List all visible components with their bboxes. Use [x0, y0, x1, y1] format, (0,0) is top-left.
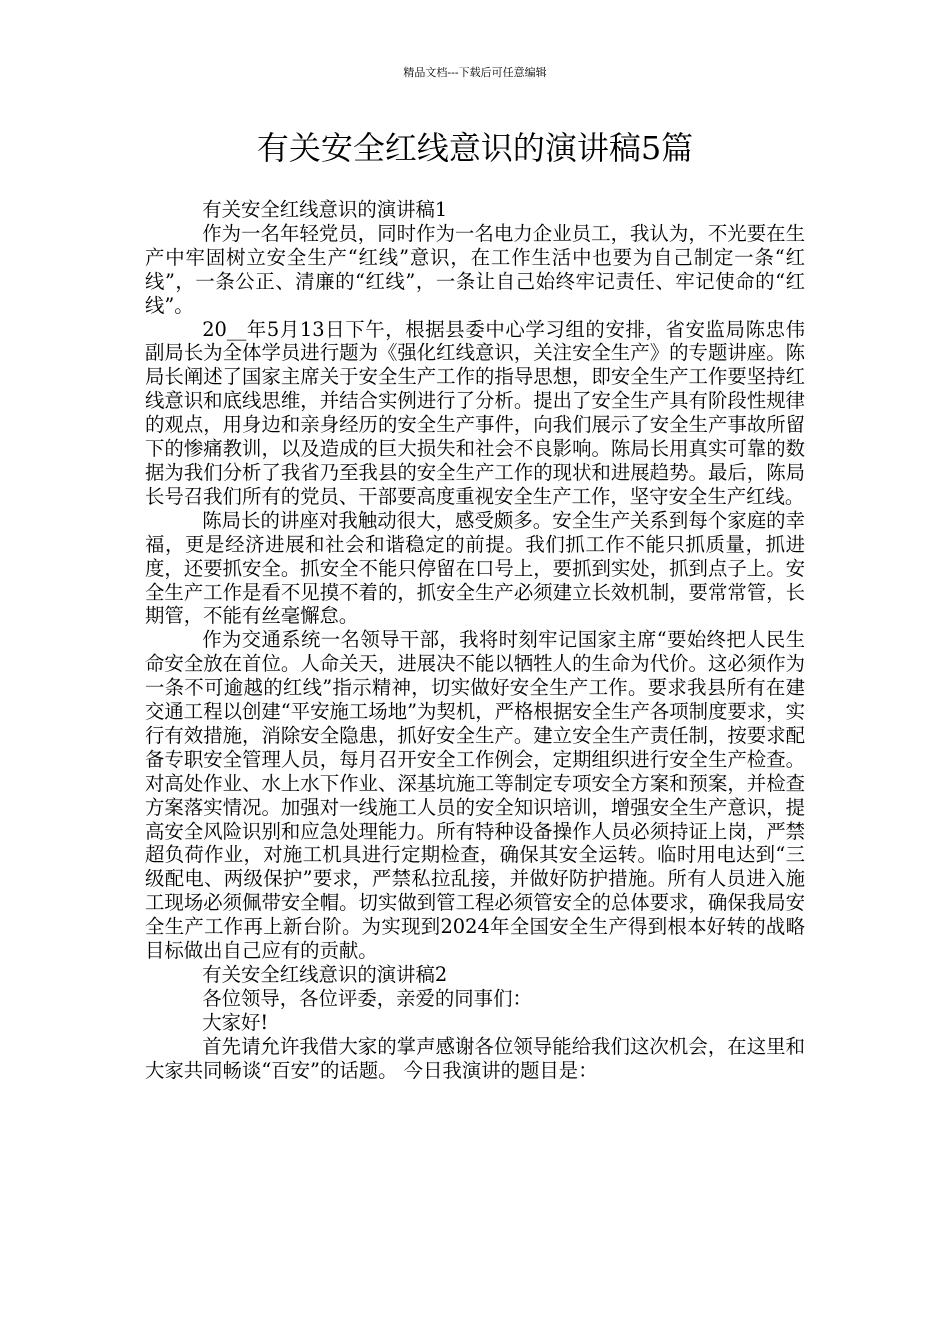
body-paragraph: 作为交通系统一名领导干部，我将时刻牢记国家主席“要始终把人民生命安全放在首位。人命关天，进展决不能以牺牲人的生命为代价。这必须作为一条不可逾越的红线”指示精神，切实做好安全生产工作。要求我县所有在建交通工程以创建“平安施工场地”为契机，严格根据安全生产各项制度要求，实行有效措施，消除安全隐患，抓好安全生产。建立安全生产责任制，按要求配备专职安全管理人员，每月召开安全工作例会，定期组织进行安全生产检查。对高处作业、水上水下作业、深基坑施工等制定专项安全方案和预案，并检查方案落实情况。加强对一线施工人员的安全知识培训，增强安全生产意识，提高安全风险识别和应急处理能力。所有特种设备操作人员必须持证上岗，严禁超负荷作业，对施工机具进行定期检查，确保其安全运转。临时用电达到“三级配电、两级保护”要求，严禁私拉乱接，并做好防护措施。所有人员进入施工现场必须佩带安全帽。切实做到管工程必须管安全的总体要求，确保我局安全生产工作再上新台阶。为实现到2024年全国安全生产得到根本好转的战略目标做出自己应有的贡献。: [145, 628, 805, 963]
body-paragraph: 20__年5月13日下午，根据县委中心学习组的安排，省安监局陈忠伟副局长为全体学员进行题为《强化红线意识，关注安全生产》的专题讲座。陈局长阐述了国家主席关于安全生产工作的指导思想，即安全生产工作要坚持红线意识和底线思维，并结合实例进行了分析。提出了安全生产具有阶段性规律的观点，用身边和亲身经历的安全生产事件，向我们展示了安全生产事故所留下的惨痛教训，以及造成的巨大损失和社会不良影响。陈局长用真实可靠的数据为我们分析了我省乃至我县的安全生产工作的现状和进展趋势。最后，陈局长号召我们所有的党员、干部要高度重视安全生产工作，坚守安全生产红线。: [145, 317, 805, 508]
document-title: 有关安全红线意识的演讲稿5篇: [256, 129, 694, 167]
body-paragraph: 作为一名年轻党员，同时作为一名电力企业员工，我认为，不光要在生产中牢固树立安全生产“红线”意识，在工作生活中也要为自己制定一条“红线”，一条公正、清廉的“红线”，一条让自己始终牢记责任、牢记使命的“红线”。: [145, 221, 805, 317]
body-paragraph: 陈局长的讲座对我触动很大，感受颇多。安全生产关系到每个家庭的幸福，更是经济进展和社会和谐稳定的前提。我们抓工作不能只抓质量，抓进度，还要抓安全。抓安全不能只停留在口号上，要抓到实处，抓到点子上。安全生产工作是看不见摸不着的，抓安全生产必须建立长效机制，要常常管，长期管，不能有丝毫懈怠。: [145, 508, 805, 628]
salutation: 各位领导，各位评委，亲爱的同事们：: [202, 986, 532, 1010]
document-body: [145, 198, 805, 1083]
section-heading-1: 有关安全红线意识的演讲稿1: [202, 198, 448, 221]
header-note: 精品文档---下载后可任意编辑: [403, 66, 547, 79]
body-paragraph: 首先请允许我借大家的掌声感谢各位领导能给我们这次机会，在这里和大家共同畅谈“百安”的话题。 今日我演讲的题目是：: [145, 1034, 805, 1082]
greeting: 大家好!: [202, 1010, 269, 1034]
section-heading-2: 有关安全红线意识的演讲稿2: [202, 963, 448, 986]
